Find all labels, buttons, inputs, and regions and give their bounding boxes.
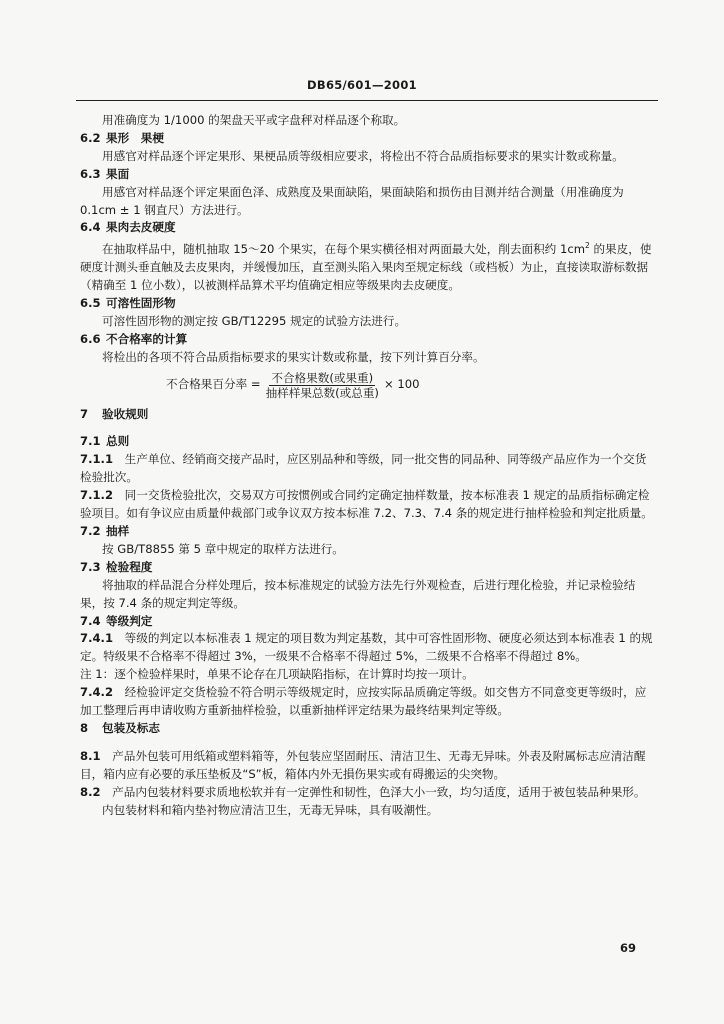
- clause-7-4-2: [80, 684, 656, 720]
- clause-number: 8.2: [80, 784, 101, 799]
- section-heading-6-2: [80, 130, 656, 148]
- section-heading-7: [80, 406, 656, 424]
- clause-number: 7.1.2: [80, 488, 114, 503]
- clause-text: 等级的判定以本标准表 1 规定的项目数为判定基数，其中可容性固形物、硬度必须达到本标准表 1 的规定。特级果不合格率不得超过 3%，一级果不合格率不得超过 5%，二级果不合格率不得超过 8%。: [80, 631, 653, 664]
- header-rule: [76, 100, 658, 101]
- section-title: 检验程度: [106, 559, 153, 574]
- section-title: 包装及标志: [102, 720, 160, 735]
- note: 注 1：逐个检验样果时，单果不论存在几项缺陷指标，在计算时均按一项计。: [80, 667, 474, 682]
- paragraph-text: 的果皮，使硬度计测头垂直触及去皮果肉，并缓慢加压，直至测头陷入果肉至规定标线（或档板）为止，直接读取游标数据（精确至 1 位小数），以被测样品算术平均值确定相应等级果肉去皮硬度。: [80, 242, 652, 293]
- document-body: [80, 112, 656, 819]
- section-heading-6-6: [80, 331, 656, 349]
- section-number: 7.2: [80, 523, 101, 538]
- clause-text: 经检验评定交货检验不符合明示等级规定时，应按实际品质确定等级。如交售方不同意变更等级时，应加工整理后再申请收购方重新抽样检验，以重新抽样评定结果为最终结果判定等级。: [80, 685, 647, 718]
- section-title: 不合格率的计算: [106, 331, 188, 346]
- paragraph: 按 GB/T8855 第 5 章中规定的取样方法进行。: [102, 541, 344, 556]
- clause-text: 产品外包装可用纸箱或塑料箱等，外包装应坚固耐压、清洁卫生、无毒无异味。外表及附属标志应清洁醒目，箱内应有必要的承压垫板及“S”板，箱体内外无損伤果实或有碍搬运的尖突物。: [80, 748, 646, 781]
- section-title: 总则: [106, 434, 130, 449]
- paragraph: 用感官对样品逐个评定果面色泽、成熟度及果面缺陷，果面缺陷和损伤由目测并结合测量（用准确度为 0.1cm ± 1 钢直尺）方法进行。: [80, 184, 624, 217]
- section-heading-8: [80, 720, 656, 738]
- section-number: 6.4: [80, 220, 101, 235]
- paragraph: [80, 237, 656, 295]
- section-heading-6-4: [80, 219, 656, 237]
- page-number: 69: [620, 941, 637, 955]
- section-heading-7-2: [80, 523, 656, 541]
- section-number: 6.6: [80, 331, 101, 346]
- paragraph: 可溶性固形物的测定按 GB/T12295 规定的试验方法进行。: [102, 313, 407, 328]
- section-number: 6.5: [80, 295, 101, 310]
- clause-number: 8.1: [80, 748, 101, 763]
- section-title: 等级判定: [106, 613, 153, 628]
- paragraph-text: 在抽取样品中，随机抽取 15～20 个果实，在每个果实横径相对两面最大处，削去面积约 1cm: [102, 242, 585, 257]
- clause-7-4-1: [80, 630, 656, 666]
- section-number: 7: [80, 406, 89, 421]
- clause-number: 7.1.1: [80, 452, 114, 467]
- clause-7-1-2: [80, 487, 656, 523]
- section-heading-7-3: [80, 559, 656, 577]
- section-number: 7.4: [80, 613, 101, 628]
- clause-text: 同一交货检验批次，交易双方可按惯例或合同约定确定抽样数量，按本标准表 1 规定的品质指标确定检验项目。如有争议应由质量仲裁部门或争议双方按本标准 7.2、7.3、7.4 条的规定进行抽样检验和判定批质量。: [80, 488, 653, 521]
- paragraph: 将检出的各项不符合品质指标要求的果实计数或称量，按下列计算百分率。: [102, 349, 485, 364]
- paragraph: 用感官对样品逐个评定果形、果梗品质等级相应要求，将检出不符合品质指标要求的果实计数或称量。: [102, 148, 624, 163]
- formula-denominator: 抽样样果总数(或总重): [265, 385, 379, 400]
- section-number: 7.3: [80, 559, 101, 574]
- formula-multiplier: × 100: [383, 377, 420, 392]
- clause-text: 产品内包装材料要求质地松软并有一定弹性和韧性，色泽大小一致，均匀适度，适用于被包装品种果形。: [112, 784, 646, 799]
- section-heading-6-5: [80, 295, 656, 313]
- formula-fraction: [264, 371, 381, 400]
- section-heading-7-1: [80, 433, 656, 451]
- section-heading-7-4: [80, 613, 656, 631]
- section-title: 果面: [106, 166, 130, 181]
- clause-8-1: [80, 748, 656, 784]
- section-number: 6.3: [80, 166, 101, 181]
- section-title: 验收规则: [102, 406, 149, 421]
- clause-7-1-1: [80, 451, 656, 487]
- standard-number-header: DB65/601—2001: [307, 78, 417, 92]
- clause-text: 生产单位、经销商交接产品时，应区别品种和等级，同一批交售的同品种、同等级产品应作为一个交货检验批次。: [80, 452, 647, 485]
- percentage-formula: [166, 371, 656, 400]
- clause-number: 7.4.2: [80, 685, 114, 700]
- superscript: 2: [584, 241, 590, 251]
- paragraph: 用准确度为 1/1000 的架盘天平或字盘秤对样品逐个称取。: [102, 113, 406, 127]
- section-number: 7.1: [80, 434, 101, 449]
- formula-lhs: 不合格果百分率 =: [166, 377, 261, 392]
- section-title: 可溶性固形物: [106, 295, 176, 310]
- section-title: 果肉去皮硬度: [106, 220, 176, 235]
- clause-number: 7.4.1: [80, 631, 114, 646]
- section-title: 果形 果梗: [106, 130, 164, 145]
- section-number: 6.2: [80, 130, 101, 145]
- clause-8-2: [80, 784, 656, 802]
- paragraph: 将抽取的样品混合分样处理后，按本标准规定的试验方法先行外观检查，后进行理化检验，并记录检验结果，按 7.4 条的规定判定等级。: [80, 577, 636, 610]
- paragraph: 内包装材料和箱内垫衬物应清洁卫生，无毒无异味，具有吸潮性。: [102, 802, 439, 817]
- section-heading-6-3: [80, 166, 656, 184]
- formula-numerator: 不合格果数(或果重): [271, 370, 374, 385]
- section-title: 抽样: [106, 523, 130, 538]
- section-number: 8: [80, 720, 89, 735]
